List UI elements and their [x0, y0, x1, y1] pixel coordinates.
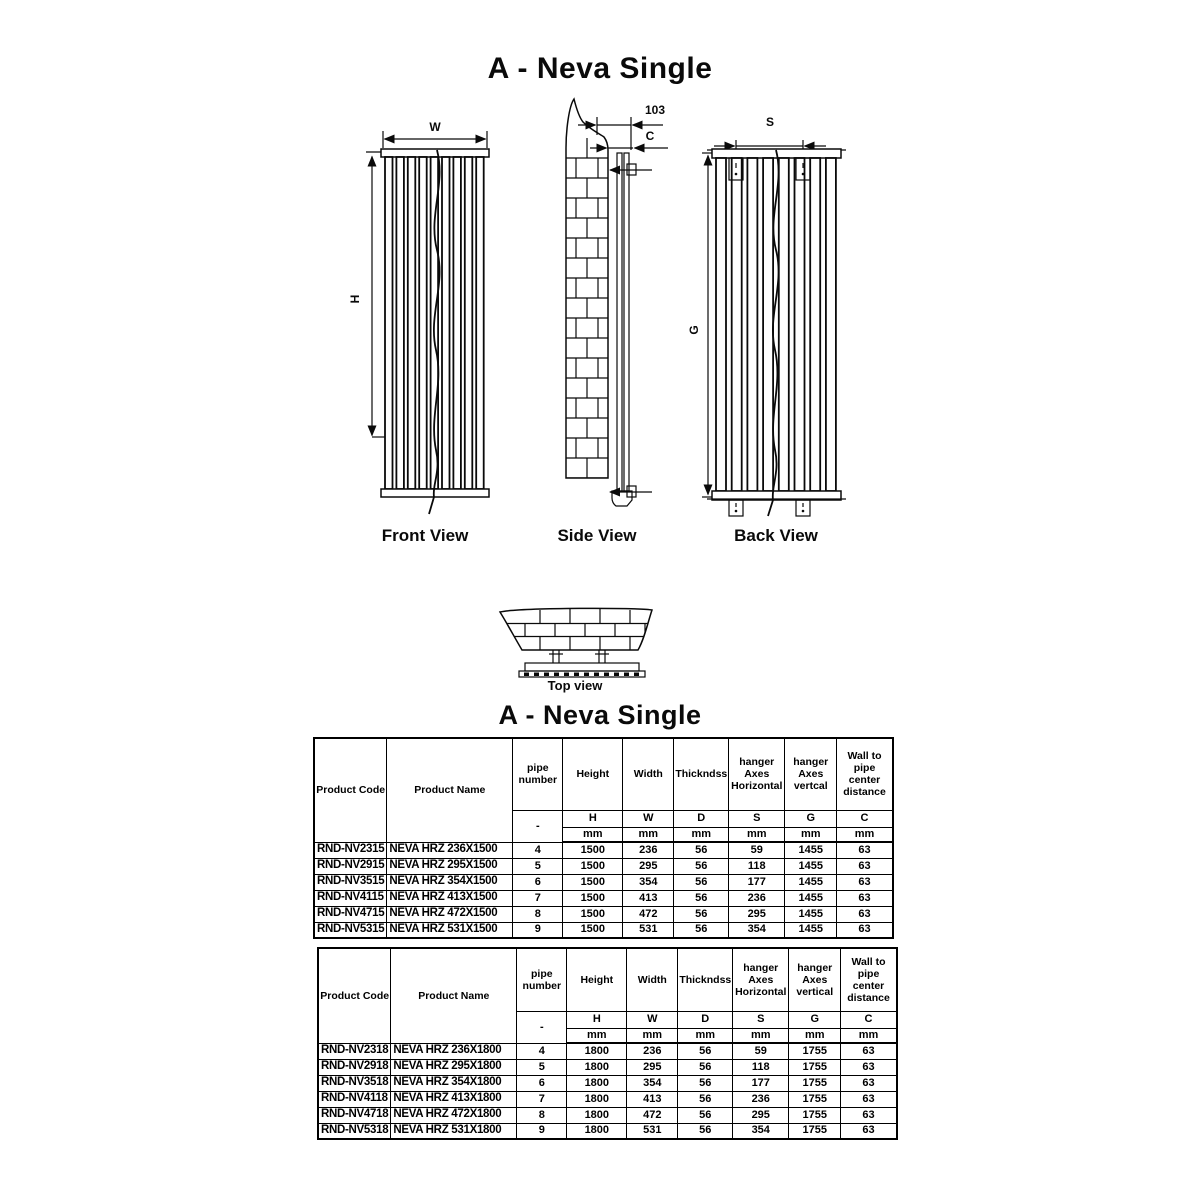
side-view-label: Side View: [557, 526, 637, 545]
table-cell: RND-NV4115: [314, 890, 387, 906]
table-cell: 56: [678, 1059, 733, 1075]
table-cell: 6: [513, 874, 563, 890]
table-cell: 1755: [789, 1123, 841, 1139]
col-header-thickness: Thickndss: [674, 738, 729, 810]
table-cell: 9: [517, 1123, 567, 1139]
unit-mm: mm: [567, 1028, 627, 1043]
table-cell: 531: [627, 1123, 678, 1139]
table-cell: 63: [837, 874, 893, 890]
table-cell: 8: [517, 1107, 567, 1123]
dim-label-S: S: [765, 115, 775, 129]
col-header-width: Width: [627, 948, 678, 1011]
table-cell: 1755: [789, 1075, 841, 1091]
table-row: [314, 842, 893, 858]
table-cell: 1800: [567, 1043, 627, 1059]
table-cell: 63: [841, 1123, 897, 1139]
table-cell: NEVA HRZ 531X1500: [387, 922, 513, 938]
dim-label-H: H: [348, 294, 362, 304]
back-view-label: Back View: [734, 526, 818, 545]
table-cell: NEVA HRZ 295X1800: [391, 1059, 517, 1075]
dim-label-103: 103: [644, 103, 666, 117]
table-cell: 63: [841, 1107, 897, 1123]
col-header-thickness: Thickndss: [678, 948, 733, 1011]
table-cell: RND-NV5315: [314, 922, 387, 938]
table-cell: 354: [729, 922, 785, 938]
col-header-product-name: Product Name: [391, 948, 517, 1043]
table-cell: 63: [837, 906, 893, 922]
table-cell: RND-NV3515: [314, 874, 387, 890]
col-header-product-name: Product Name: [387, 738, 513, 842]
table-cell: 354: [733, 1123, 789, 1139]
col-header-product-code: Product Code: [314, 738, 387, 842]
spec-table-1800-body: [318, 1043, 897, 1139]
table-cell: 8: [513, 906, 563, 922]
col-header-height: Height: [563, 738, 623, 810]
table-cell: NEVA HRZ 472X1500: [387, 906, 513, 922]
table-cell: 1455: [785, 874, 837, 890]
table-row: [318, 1075, 897, 1091]
table-cell: 236: [733, 1091, 789, 1107]
spec-table-1800: [317, 947, 898, 1140]
table-row: [318, 1123, 897, 1139]
back-view-drawing: [687, 115, 846, 545]
table-cell: 56: [674, 874, 729, 890]
unit-mm: mm: [837, 827, 893, 842]
table-cell: 1455: [785, 922, 837, 938]
symbol-D: D: [674, 810, 729, 827]
table-cell: 56: [674, 906, 729, 922]
table-cell: 1800: [567, 1123, 627, 1139]
table-cell: 59: [729, 842, 785, 858]
symbol-S: S: [733, 1011, 789, 1028]
table-cell: 1800: [567, 1107, 627, 1123]
table-cell: 56: [678, 1107, 733, 1123]
table-cell: 295: [729, 906, 785, 922]
table-row: [314, 890, 893, 906]
table-cell: 1455: [785, 858, 837, 874]
table-cell: 1500: [563, 890, 623, 906]
col-header-width: Width: [623, 738, 674, 810]
symbol-H: H: [563, 810, 623, 827]
unit-mm: mm: [733, 1028, 789, 1043]
spec-table-1500-body: [314, 842, 893, 938]
table-cell: 4: [517, 1043, 567, 1059]
unit-mm: mm: [674, 827, 729, 842]
col-header-product-code: Product Code: [318, 948, 391, 1043]
table-cell: 295: [733, 1107, 789, 1123]
table-cell: 63: [837, 922, 893, 938]
table-cell: 56: [674, 858, 729, 874]
table-cell: 59: [733, 1043, 789, 1059]
table-cell: 1755: [789, 1091, 841, 1107]
table-cell: 1500: [563, 874, 623, 890]
col-header-pipe-number: pipe number: [513, 738, 563, 810]
table-cell: NEVA HRZ 413X1800: [391, 1091, 517, 1107]
table-cell: 6: [517, 1075, 567, 1091]
table-cell: RND-NV4715: [314, 906, 387, 922]
table-cell: NEVA HRZ 413X1500: [387, 890, 513, 906]
table-row: [314, 906, 893, 922]
table-row: [314, 858, 893, 874]
unit-mm: mm: [729, 827, 785, 842]
table-cell: NEVA HRZ 354X1800: [391, 1075, 517, 1091]
table-cell: 63: [837, 890, 893, 906]
table-cell: 56: [674, 890, 729, 906]
top-view-drawing: [498, 608, 654, 693]
dim-label-W: W: [429, 120, 441, 134]
symbol-D: D: [678, 1011, 733, 1028]
table-cell: RND-NV4118: [318, 1091, 391, 1107]
symbol-W: W: [623, 810, 674, 827]
table-cell: 354: [627, 1075, 678, 1091]
col-header-hanger-vertical: hanger Axes vertcal: [785, 738, 837, 810]
col-header-hanger-vertical: hanger Axes vertical: [789, 948, 841, 1011]
col-header-pipe-number: pipe number: [517, 948, 567, 1011]
table-cell: 56: [678, 1043, 733, 1059]
radiator-side: [612, 153, 632, 506]
table-cell: 413: [623, 890, 674, 906]
table-cell: RND-NV2318: [318, 1043, 391, 1059]
table-cell: 1455: [785, 906, 837, 922]
table-cell: 413: [627, 1091, 678, 1107]
mounting-stems: [549, 650, 609, 663]
col-header-height: Height: [567, 948, 627, 1011]
col-header-hanger-horizontal: hanger Axes Horizontal: [729, 738, 785, 810]
table-cell: 472: [627, 1107, 678, 1123]
table-cell: NEVA HRZ 354X1500: [387, 874, 513, 890]
table-cell: NEVA HRZ 531X1800: [391, 1123, 517, 1139]
table-cell: 1500: [563, 842, 623, 858]
symbol-C: C: [837, 810, 893, 827]
unit-mm: mm: [785, 827, 837, 842]
table-cell: NEVA HRZ 236X1500: [387, 842, 513, 858]
front-view-label: Front View: [381, 526, 469, 545]
table-cell: 354: [623, 874, 674, 890]
unit-mm: mm: [563, 827, 623, 842]
symbol-G: G: [785, 810, 837, 827]
table-cell: 118: [729, 858, 785, 874]
table-section-title: A - Neva Single: [498, 700, 702, 730]
table-cell: 177: [733, 1075, 789, 1091]
table-cell: 56: [678, 1123, 733, 1139]
unit-mm: mm: [623, 827, 674, 842]
spec-table-1500: [313, 737, 894, 939]
symbol-dash: -: [517, 1011, 567, 1043]
table-cell: RND-NV2918: [318, 1059, 391, 1075]
table-cell: 1500: [563, 858, 623, 874]
table-cell: 63: [841, 1043, 897, 1059]
table-row: [318, 1107, 897, 1123]
side-view-drawing: [557, 99, 668, 545]
table-cell: 1800: [567, 1091, 627, 1107]
table-cell: 236: [627, 1043, 678, 1059]
radiator-top: [519, 663, 645, 677]
symbol-G: G: [789, 1011, 841, 1028]
table-row: [318, 1091, 897, 1107]
unit-mm: mm: [678, 1028, 733, 1043]
table-cell: 56: [678, 1075, 733, 1091]
table-cell: 63: [837, 842, 893, 858]
symbol-W: W: [627, 1011, 678, 1028]
table-cell: 177: [729, 874, 785, 890]
table-cell: RND-NV3518: [318, 1075, 391, 1091]
table-cell: 56: [678, 1091, 733, 1107]
table-cell: NEVA HRZ 472X1800: [391, 1107, 517, 1123]
unit-mm: mm: [789, 1028, 841, 1043]
unit-mm: mm: [627, 1028, 678, 1043]
table-cell: NEVA HRZ 295X1500: [387, 858, 513, 874]
table-cell: 1800: [567, 1059, 627, 1075]
table-row: [314, 874, 893, 890]
table-cell: 56: [674, 842, 729, 858]
table-cell: 1500: [563, 922, 623, 938]
table-cell: NEVA HRZ 236X1800: [391, 1043, 517, 1059]
table-cell: RND-NV2315: [314, 842, 387, 858]
table-cell: 9: [513, 922, 563, 938]
table-row: [318, 1059, 897, 1075]
table-cell: 63: [837, 858, 893, 874]
table-cell: RND-NV5318: [318, 1123, 391, 1139]
table-cell: 236: [623, 842, 674, 858]
table-cell: 7: [513, 890, 563, 906]
table-cell: 531: [623, 922, 674, 938]
radiator-front: [381, 149, 489, 514]
table-cell: 295: [627, 1059, 678, 1075]
table-cell: 1455: [785, 890, 837, 906]
table-cell: 63: [841, 1075, 897, 1091]
wall-section-top: [500, 608, 652, 650]
table-cell: 472: [623, 906, 674, 922]
top-view-label: Top view: [547, 678, 603, 693]
table-cell: 1455: [785, 842, 837, 858]
symbol-H: H: [567, 1011, 627, 1028]
symbol-S: S: [729, 810, 785, 827]
col-header-wall-to-pipe: Wall to pipe center distance: [841, 948, 897, 1011]
table-cell: 5: [513, 858, 563, 874]
symbol-dash: -: [513, 810, 563, 842]
table-cell: 1500: [563, 906, 623, 922]
table-cell: 7: [517, 1091, 567, 1107]
table-cell: 63: [841, 1059, 897, 1075]
table-cell: 1800: [567, 1075, 627, 1091]
table-cell: 1755: [789, 1043, 841, 1059]
page-title: A - Neva Single: [487, 52, 713, 85]
table-cell: 56: [674, 922, 729, 938]
col-header-hanger-horizontal: hanger Axes Horizontal: [733, 948, 789, 1011]
table-cell: 1755: [789, 1107, 841, 1123]
unit-mm: mm: [841, 1028, 897, 1043]
table-cell: 4: [513, 842, 563, 858]
table-row: [314, 922, 893, 938]
table-cell: 5: [517, 1059, 567, 1075]
symbol-C: C: [841, 1011, 897, 1028]
table-cell: 236: [729, 890, 785, 906]
front-view-drawing: [348, 120, 489, 545]
table-row: [318, 1043, 897, 1059]
table-cell: 63: [841, 1091, 897, 1107]
table-cell: RND-NV4718: [318, 1107, 391, 1123]
table-cell: 295: [623, 858, 674, 874]
dim-label-C: C: [645, 129, 655, 143]
table-cell: 1755: [789, 1059, 841, 1075]
table-cell: 118: [733, 1059, 789, 1075]
dim-label-G: G: [687, 325, 701, 335]
table-cell: RND-NV2915: [314, 858, 387, 874]
col-header-wall-to-pipe: Wall to pipe center distance: [837, 738, 893, 810]
radiator-back: [707, 149, 846, 516]
